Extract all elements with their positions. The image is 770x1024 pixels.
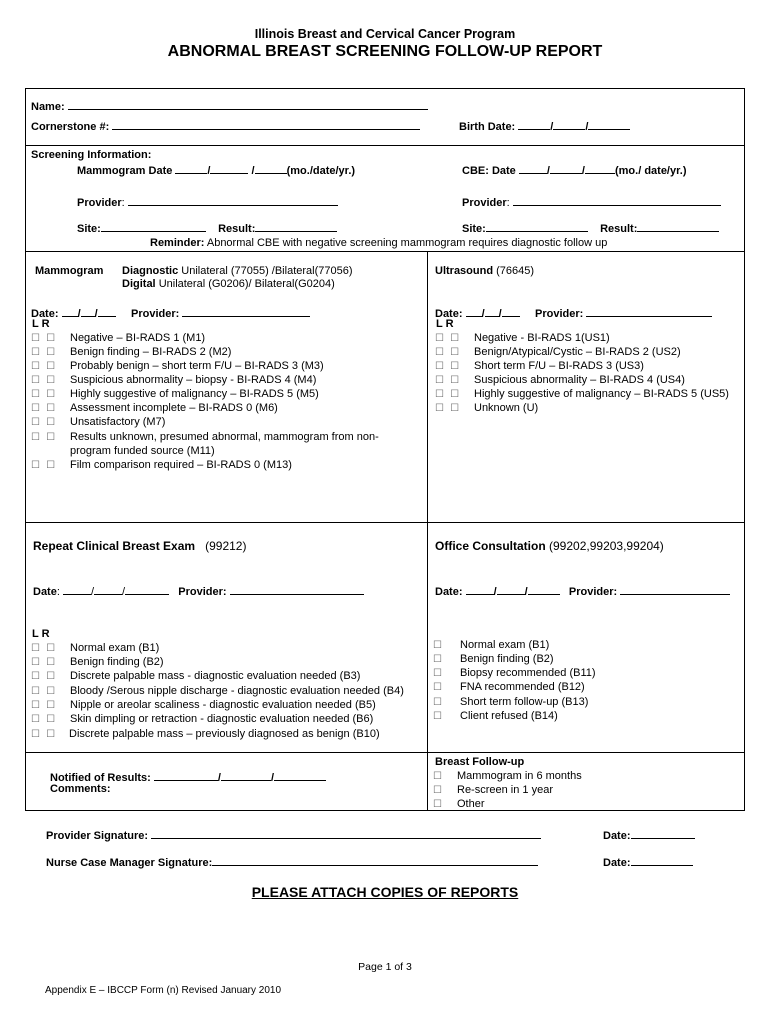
diagnostic-text: Unilateral (77055) /Bilateral(77056) (181, 265, 353, 277)
provider-signature-row (46, 827, 541, 842)
notified-day[interactable] (221, 769, 271, 781)
checkbox-right[interactable]: ☐ (46, 700, 56, 711)
repeat-cbe-provider-field[interactable] (230, 583, 364, 595)
ultrasound-item-label: Short term F/U – BI-RADS 3 (US3) (474, 360, 644, 372)
provider-signature-date-label: Date: (603, 830, 631, 842)
cbe-site-field[interactable] (486, 220, 588, 232)
checkbox-right[interactable]: ☐ (46, 333, 56, 344)
name-row (31, 98, 428, 113)
divider-vertical (427, 251, 428, 811)
breast-followup-item-row (433, 784, 553, 796)
mammogram-item-row (31, 459, 292, 471)
mammogram-item-row (31, 431, 379, 443)
mammogram-item-row (31, 346, 232, 358)
box-bottom (25, 810, 745, 811)
birth-day-field[interactable] (553, 118, 585, 130)
breast-followup-item-row (433, 798, 485, 810)
repeat-cbe-item-row (31, 685, 404, 697)
mammogram-item-label: Suspicious abnormality – biopsy - BI-RADS 4 (M4) (70, 374, 317, 386)
repeat-cbe-item-row (31, 670, 361, 682)
checkbox-right[interactable]: ☐ (46, 432, 56, 443)
cbe-year-field[interactable] (585, 162, 615, 174)
mammogram-item-row (31, 402, 278, 414)
checkbox-right[interactable]: ☐ (46, 460, 56, 471)
checkbox-left[interactable]: ☐ (31, 460, 40, 471)
checkbox-right[interactable]: ☐ (450, 375, 460, 386)
nurse-signature-row (46, 854, 538, 869)
checkbox-left[interactable]: ☐ (31, 375, 40, 386)
name-field[interactable] (68, 98, 428, 110)
screening-heading: Screening Information: (31, 149, 152, 161)
mammogram-item-label: Benign finding – BI-RADS 2 (M2) (70, 346, 232, 358)
ultrasound-item-row (435, 388, 729, 400)
checkbox-right[interactable]: ☐ (450, 333, 460, 344)
repeat-cbe-item-label: Skin dimpling or retraction - diagnostic evaluation needed (B6) (70, 713, 374, 725)
ultrasound-date-label: Date: (435, 308, 463, 320)
checkbox-left[interactable]: ☐ (31, 432, 40, 443)
mammogram-item-label: Negative – BI-RADS 1 (M1) (70, 332, 206, 344)
checkbox-right[interactable]: ☐ (450, 347, 460, 358)
checkbox-right[interactable]: ☐ (46, 657, 56, 668)
checkbox-left[interactable]: ☐ (31, 686, 40, 697)
birth-date-row: Birth Date: / / (459, 118, 630, 133)
repeat-cbe-day[interactable] (94, 583, 122, 595)
checkbox[interactable]: ☐ (433, 785, 442, 796)
repeat-cbe-lr-header: L R (32, 628, 50, 640)
repeat-cbe-item-row (31, 713, 374, 725)
office-consult-year[interactable] (528, 583, 560, 595)
mammogram-result-date-row: Date: / / Provider: (31, 305, 310, 320)
divider-imaging (25, 522, 745, 523)
checkbox[interactable]: ☐ (433, 697, 442, 708)
digital-row (122, 278, 335, 290)
nurse-signature-label: Nurse Case Manager Signature: (46, 857, 213, 869)
office-consult-item-row (433, 681, 585, 693)
ultrasound-provider-field[interactable] (586, 305, 712, 317)
repeat-cbe-item-label: Benign finding (B2) (70, 656, 164, 668)
ultrasound-item-row (435, 360, 644, 372)
mammogram-result-day[interactable] (81, 305, 95, 317)
checkbox[interactable]: ☐ (433, 711, 442, 722)
cbe-provider-row: Provider: (462, 194, 721, 209)
office-consult-day[interactable] (497, 583, 525, 595)
cbe-date-label: CBE: Date (462, 165, 516, 177)
checkbox-left[interactable]: ☐ (435, 361, 444, 372)
ultrasound-item-label: Negative - BI-RADS 1(US1) (474, 332, 610, 344)
notified-year[interactable] (274, 769, 326, 781)
mammogram-result-field[interactable] (255, 220, 337, 232)
checkbox-right[interactable]: ☐ (46, 714, 56, 725)
repeat-cbe-date-label: Date (33, 586, 57, 598)
nurse-signature-date-field[interactable] (631, 854, 693, 866)
checkbox-right[interactable]: ☐ (450, 389, 460, 400)
checkbox[interactable]: ☐ (433, 640, 442, 651)
ultrasound-item-label: Highly suggestive of malignancy – BI-RADS 5 (US5) (474, 388, 729, 400)
checkbox-left[interactable]: ☐ (31, 671, 40, 682)
mammogram-date-label: Mammogram Date (77, 165, 173, 177)
comments-label: Comments: (50, 783, 111, 795)
office-consult-code: (99202,99203,99204) (549, 539, 664, 553)
mammogram-result-provider-field[interactable] (182, 305, 310, 317)
office-consult-date-label: Date: (435, 586, 463, 598)
checkbox-right[interactable]: ☐ (450, 403, 460, 414)
breast-followup-heading: Breast Follow-up (435, 756, 525, 768)
repeat-cbe-code: (99212) (205, 539, 247, 553)
mammogram-item-row (31, 360, 324, 372)
mammogram-result-date-label: Date: (31, 308, 59, 320)
office-consult-date-row: Date: / / Provider: (435, 583, 730, 598)
checkbox-left[interactable]: ☐ (435, 375, 444, 386)
office-consult-item-label: Short term follow-up (B13) (460, 696, 589, 708)
attach-notice: PLEASE ATTACH COPIES OF REPORTS (251, 884, 519, 900)
cbe-result-field[interactable] (637, 220, 719, 232)
ultrasound-item-row (435, 346, 681, 358)
mammogram-item-continuation: program funded source (M11) (70, 445, 215, 457)
office-consult-heading-row (435, 539, 664, 553)
checkbox-left[interactable]: ☐ (435, 333, 444, 344)
mammogram-item-row (31, 332, 206, 344)
mammogram-item-label: Probably benign – short term F/U – BI-RADS 3 (M3) (70, 360, 324, 372)
mammogram-provider-row: Provider: (77, 194, 338, 209)
box-right (744, 88, 745, 811)
provider-signature-label: Provider Signature: (46, 830, 149, 842)
repeat-cbe-item-label: Normal exam (B1) (70, 642, 160, 654)
mammogram-provider-label: Provider (77, 197, 122, 209)
office-consult-heading: Office Consultation (435, 539, 546, 553)
mammogram-item-row (31, 416, 166, 428)
repeat-cbe-heading: Repeat Clinical Breast Exam (33, 539, 196, 553)
mammogram-month-field[interactable] (175, 162, 207, 174)
nurse-signature-date-label: Date: (603, 857, 631, 869)
checkbox-left[interactable]: ☐ (435, 389, 444, 400)
mammogram-item-label: Unsatisfactory (M7) (70, 416, 166, 428)
office-consult-item-label: Normal exam (B1) (460, 639, 550, 651)
checkbox-left[interactable]: ☐ (31, 361, 40, 372)
office-consult-provider-label: Provider: (568, 586, 618, 598)
provider-signature-date-row (603, 827, 695, 842)
provider-signature-date-field[interactable] (631, 827, 695, 839)
checkbox[interactable]: ☐ (433, 682, 442, 693)
checkbox-left[interactable]: ☐ (435, 403, 444, 414)
mammogram-result-year[interactable] (98, 305, 116, 317)
breast-followup-item-label: Re-screen in 1 year (457, 784, 553, 796)
diagnostic-label: Diagnostic (122, 265, 179, 277)
mammogram-provider-field[interactable] (128, 194, 338, 206)
form-title: ABNORMAL BREAST SCREENING FOLLOW-UP REPORT (167, 43, 603, 60)
cbe-site-label: Site: (462, 223, 486, 235)
appendix-note: Appendix E – IBCCP Form (n) Revised January 2010 (45, 985, 282, 996)
mammogram-site-label: Site: (77, 223, 101, 235)
checkbox-right[interactable]: ☐ (46, 643, 56, 654)
office-consult-item-label: FNA recommended (B12) (460, 681, 585, 693)
mammogram-result-provider-label: Provider: (130, 308, 180, 320)
mammogram-heading: Mammogram (35, 265, 104, 277)
birth-date-label: Birth Date: (459, 121, 516, 133)
ultrasound-item-label: Benign/Atypical/Cystic – BI-RADS 2 (US2) (474, 346, 681, 358)
ultrasound-month[interactable] (466, 305, 482, 317)
cbe-date-format: (mo./ date/yr.) (614, 165, 687, 177)
checkbox-right[interactable]: ☐ (46, 686, 56, 697)
divider-patient (25, 145, 745, 146)
repeat-cbe-item-label: Discrete palpable mass – previously diagnosed as benign (B10) (69, 728, 380, 740)
checkbox-left[interactable]: ☐ (31, 657, 40, 668)
cbe-site-row (462, 220, 719, 235)
reminder-label: Reminder: (150, 237, 205, 249)
office-consult-item-label: Benign finding (B2) (460, 653, 554, 665)
office-consult-month[interactable] (466, 583, 494, 595)
divider-screening (25, 251, 745, 252)
mammogram-lr-header: L R (32, 318, 50, 330)
ultrasound-date-row: Date: / / Provider: (435, 305, 712, 320)
repeat-cbe-item-label: Discrete palpable mass - diagnostic evaluation needed (B3) (70, 670, 361, 682)
office-consult-item-label: Biopsy recommended (B11) (460, 667, 596, 679)
birth-month-field[interactable] (518, 118, 550, 130)
office-consult-item-label: Client refused (B14) (460, 710, 558, 722)
mammogram-site-row (77, 220, 337, 235)
repeat-cbe-item-row (31, 728, 380, 740)
mammogram-date-format: (mo./date/yr.) (286, 165, 356, 177)
mammogram-item-label: Assessment incomplete – BI-RADS 0 (M6) (70, 402, 278, 414)
ultrasound-year[interactable] (502, 305, 520, 317)
checkbox-left[interactable]: ☐ (31, 729, 40, 740)
checkbox[interactable]: ☐ (433, 799, 442, 810)
mammogram-item-row (31, 374, 317, 386)
notified-month[interactable] (154, 769, 218, 781)
checkbox-left[interactable]: ☐ (435, 347, 444, 358)
checkbox-right[interactable]: ☐ (46, 347, 56, 358)
checkbox-right[interactable]: ☐ (46, 403, 56, 414)
checkbox[interactable]: ☐ (433, 668, 442, 679)
cornerstone-row (31, 118, 420, 133)
ultrasound-heading: Ultrasound (435, 265, 494, 277)
cbe-provider-field[interactable] (513, 194, 721, 206)
nurse-signature-field[interactable] (212, 854, 538, 866)
ultrasound-item-label: Suspicious abnormality – BI-RADS 4 (US4) (474, 374, 685, 386)
digital-label: Digital (122, 278, 156, 290)
checkbox-left[interactable]: ☐ (31, 643, 40, 654)
checkbox-right[interactable]: ☐ (450, 361, 460, 372)
breast-followup-item-label: Other (457, 798, 485, 810)
page-number: Page 1 of 3 (358, 961, 412, 973)
cornerstone-label: Cornerstone #: (31, 121, 110, 133)
checkbox-left[interactable]: ☐ (31, 403, 40, 414)
box-top (25, 88, 745, 89)
ultrasound-provider-label: Provider: (534, 308, 584, 320)
ultrasound-item-row (435, 374, 685, 386)
repeat-cbe-item-row (31, 642, 160, 654)
cbe-day-field[interactable] (550, 162, 582, 174)
box-left (25, 88, 26, 811)
cbe-date-row: CBE: Date / / (mo./ date/yr.) (462, 162, 687, 177)
divider-exam (25, 752, 745, 753)
checkbox-right[interactable]: ☐ (46, 389, 56, 400)
checkbox[interactable]: ☐ (433, 771, 442, 782)
ultrasound-item-row (435, 332, 610, 344)
mammogram-item-label: Highly suggestive of malignancy – BI-RADS 5 (M5) (70, 388, 319, 400)
cbe-month-field[interactable] (519, 162, 547, 174)
reminder (150, 237, 607, 249)
checkbox-left[interactable]: ☐ (31, 700, 40, 711)
nurse-signature-date-row (603, 854, 693, 869)
repeat-cbe-year[interactable] (125, 583, 169, 595)
checkbox-left[interactable]: ☐ (31, 333, 40, 344)
ultrasound-code: (76645) (496, 265, 535, 277)
office-consult-item-row (433, 710, 558, 722)
notified-label: Notified of Results: (50, 772, 151, 784)
repeat-cbe-provider-label: Provider: (178, 586, 227, 598)
office-consult-item-row (433, 667, 596, 679)
digital-text: Unilateral (G0206)/ Bilateral(G0204) (158, 278, 335, 290)
repeat-cbe-item-label: Bloody /Serous nipple discharge - diagnostic evaluation needed (B4) (70, 685, 404, 697)
office-consult-item-row (433, 639, 550, 651)
notified-row: Notified of Results: / / (50, 769, 326, 784)
mammogram-item-row (31, 388, 319, 400)
office-consult-item-row (433, 696, 589, 708)
office-consult-item-row (433, 653, 554, 665)
mammogram-day-field[interactable] (210, 162, 248, 174)
ultrasound-heading-row (435, 265, 534, 277)
checkbox-right[interactable]: ☐ (46, 417, 56, 428)
office-consult-provider-field[interactable] (620, 583, 730, 595)
reminder-text: Abnormal CBE with negative screening mammogram requires diagnostic follow up (206, 237, 608, 249)
name-label: Name: (31, 101, 65, 113)
repeat-cbe-item-row (31, 656, 164, 668)
mammogram-result-label: Result: (218, 223, 256, 235)
checkbox-right[interactable]: ☐ (46, 729, 56, 740)
mammogram-item-label: Results unknown, presumed abnormal, mammogram from non- (70, 431, 379, 443)
ultrasound-item-row (435, 402, 539, 414)
checkbox-left[interactable]: ☐ (31, 714, 40, 725)
checkbox-left[interactable]: ☐ (31, 347, 40, 358)
checkbox-right[interactable]: ☐ (46, 375, 56, 386)
ultrasound-lr-header: L R (436, 318, 454, 330)
checkbox-left[interactable]: ☐ (31, 389, 40, 400)
program-name: Illinois Breast and Cervical Cancer Program (254, 27, 516, 41)
repeat-cbe-item-row (31, 699, 376, 711)
repeat-cbe-item-label: Nipple or areolar scaliness - diagnostic evaluation needed (B5) (70, 699, 376, 711)
checkbox[interactable]: ☐ (433, 654, 442, 665)
checkbox-left[interactable]: ☐ (31, 417, 40, 428)
checkbox-right[interactable]: ☐ (46, 671, 56, 682)
mammogram-year-field[interactable] (255, 162, 287, 174)
mammogram-site-field[interactable] (101, 220, 206, 232)
birth-year-field[interactable] (588, 118, 630, 130)
checkbox-right[interactable]: ☐ (46, 361, 56, 372)
mammogram-result-month[interactable] (62, 305, 78, 317)
breast-followup-item-label: Mammogram in 6 months (457, 770, 582, 782)
provider-signature-field[interactable] (151, 827, 541, 839)
cbe-provider-label: Provider (462, 197, 507, 209)
repeat-cbe-heading-row (33, 539, 246, 553)
mammogram-item-label: Film comparison required – BI-RADS 0 (M13) (70, 459, 292, 471)
repeat-cbe-month[interactable] (63, 583, 91, 595)
ultrasound-item-label: Unknown (U) (474, 402, 539, 414)
cbe-result-label: Result: (600, 223, 638, 235)
cornerstone-field[interactable] (112, 118, 420, 130)
breast-followup-item-row (433, 770, 582, 782)
repeat-cbe-date-row: Date: / / Provider: (33, 583, 364, 598)
ultrasound-day[interactable] (485, 305, 499, 317)
diagnostic-row (122, 265, 353, 277)
mammogram-date-row: Mammogram Date / / (mo./date/yr.) (77, 162, 355, 177)
